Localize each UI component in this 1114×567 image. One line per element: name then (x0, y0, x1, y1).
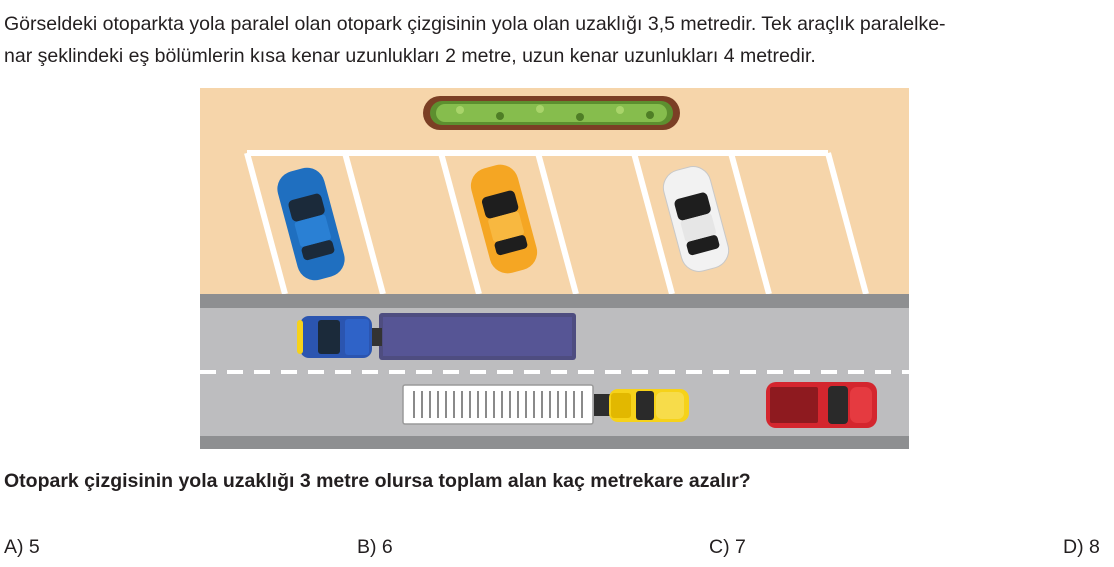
blue-truck (297, 313, 576, 360)
parking-lot-drawing (200, 88, 909, 449)
option-c[interactable]: C) 7 (709, 536, 746, 558)
bottom-curb (200, 436, 909, 449)
option-a[interactable]: A) 5 (4, 536, 40, 558)
problem-line-2: nar şeklindeki eş bölümlerin kısa kenar uzunlukları 2 metre, uzun kenar uzunlukları 4 metredir. (4, 45, 816, 67)
option-d[interactable]: D) 8 (1063, 536, 1100, 558)
problem-text (4, 8, 1112, 72)
yellow-truck (403, 385, 689, 424)
option-b[interactable]: B) 6 (357, 536, 393, 558)
red-pickup (766, 382, 877, 428)
question-text: Otopark çizgisinin yola uzaklığı 3 metre olursa toplam alan kaç metrekare azalır? (4, 470, 751, 492)
parking-lot-illustration (200, 88, 909, 449)
problem-line-1: Görseldeki otoparkta yola paralel olan otopark çizgisinin yola olan uzaklığı 3,5 metredir. Tek araçlık paralelke- (4, 13, 946, 35)
planter (423, 96, 680, 130)
top-curb (200, 294, 909, 308)
